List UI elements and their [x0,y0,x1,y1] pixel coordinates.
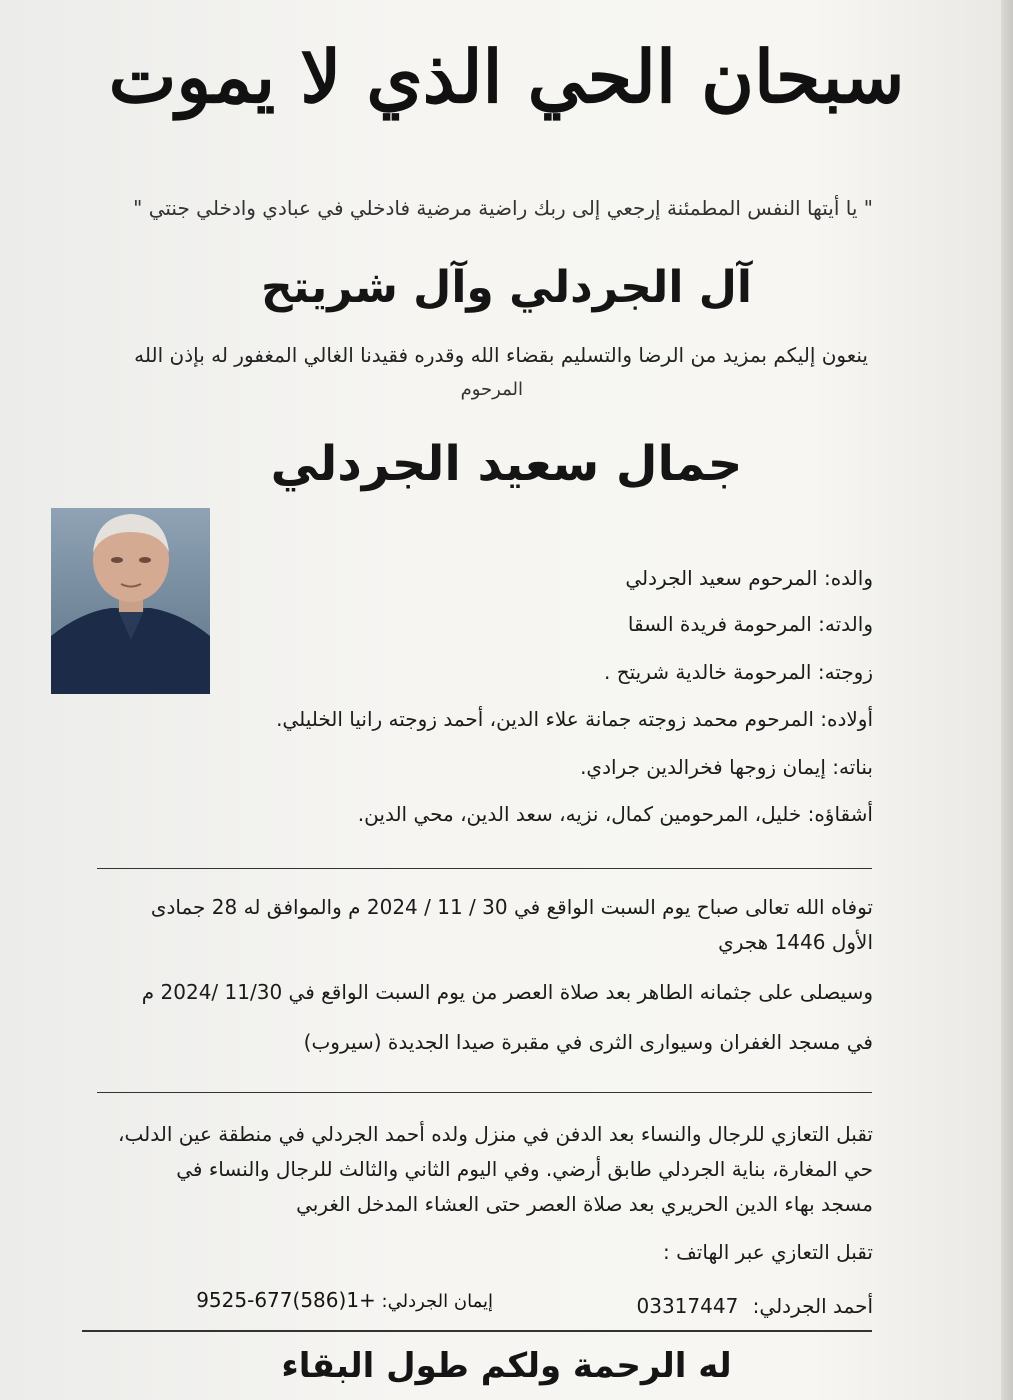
contact-iman-label: إيمان الجردلي: [381,1291,493,1312]
relative-mother: والدته: المرحومة فريدة السقا [627,612,873,636]
divider-line [97,868,872,869]
condolence-line: تقبل التعازي للرجال والنساء بعد الدفن في منزل ولده أحمد الجردلي في منطقة عين الدلب، [118,1122,873,1146]
divider-line [82,1330,872,1332]
paper-edge [1001,0,1013,1400]
deceased-name: جمال سعيد الجردلي [270,436,743,492]
contact-iman [196,1288,493,1312]
family-names: آل الجردلي وآل شريتح [261,262,752,313]
death-date-line: توفاه الله تعالى صباح يوم السبت الواقع في 30 / 11 / 2024 م والموافق له 28 جمادى [150,895,873,919]
phone-intro: تقبل التعازي عبر الهاتف : [662,1240,873,1264]
relative-wife: زوجته: المرحومة خالدية شريتح . [604,660,873,684]
relative-father: والده: المرحوم سعيد الجردلي [625,566,873,590]
burial-line: في مسجد الغفران وسيوارى الثرى في مقبرة صيدا الجديدة (سيروب) [303,1030,873,1054]
condolence-line: حي المغارة، بناية الجردلي طابق أرضي. وفي اليوم الثاني والثالث للرجال والنساء في [176,1157,873,1181]
contact-ahmad-label: أحمد الجردلي: [752,1294,873,1318]
quran-verse: " يا أيتها النفس المطمئنة إرجعي إلى ربك راضية مرضية فادخلي في عبادي وادخلي جنتي " [133,196,873,220]
calligraphy-title: سبحان الحي الذي لا يموت [108,34,905,119]
intro-late-label: المرحوم [460,379,523,400]
relative-siblings: أشقاؤه: خليل، المرحومين كمال، نزيه، سعد الدين، محي الدين. [357,802,873,826]
intro-text: ينعون إليكم بمزيد من الرضا والتسليم بقضاء الله وقدره فقيدنا الغالي المغفور له بإذن الله [134,343,868,367]
condolence-line: مسجد بهاء الدين الحريري بعد صلاة العصر حتى العشاء المدخل الغربي [296,1192,873,1216]
closing-text: له الرحمة ولكم طول البقاء [281,1346,732,1386]
contact-ahmad [637,1294,874,1318]
relative-daughters: بناته: إيمان زوجها فخرالدين جرادي. [580,755,873,779]
prayer-line: وسيصلى على جثمانه الطاهر بعد صلاة العصر من يوم السبت الواقع في 11/30 /2024 م [141,980,873,1004]
death-hijri-line: الأول 1446 هجري [718,930,873,954]
relative-sons: أولاده: المرحوم محمد زوجته جمانة علاء الدين، أحمد زوجته رانيا الخليلي. [276,707,873,731]
divider-line [97,1092,872,1093]
contact-iman-phone: +1(586)677-9525 [196,1288,376,1312]
contact-ahmad-phone: 03317447 [636,1294,739,1318]
deceased-photo [51,508,210,694]
